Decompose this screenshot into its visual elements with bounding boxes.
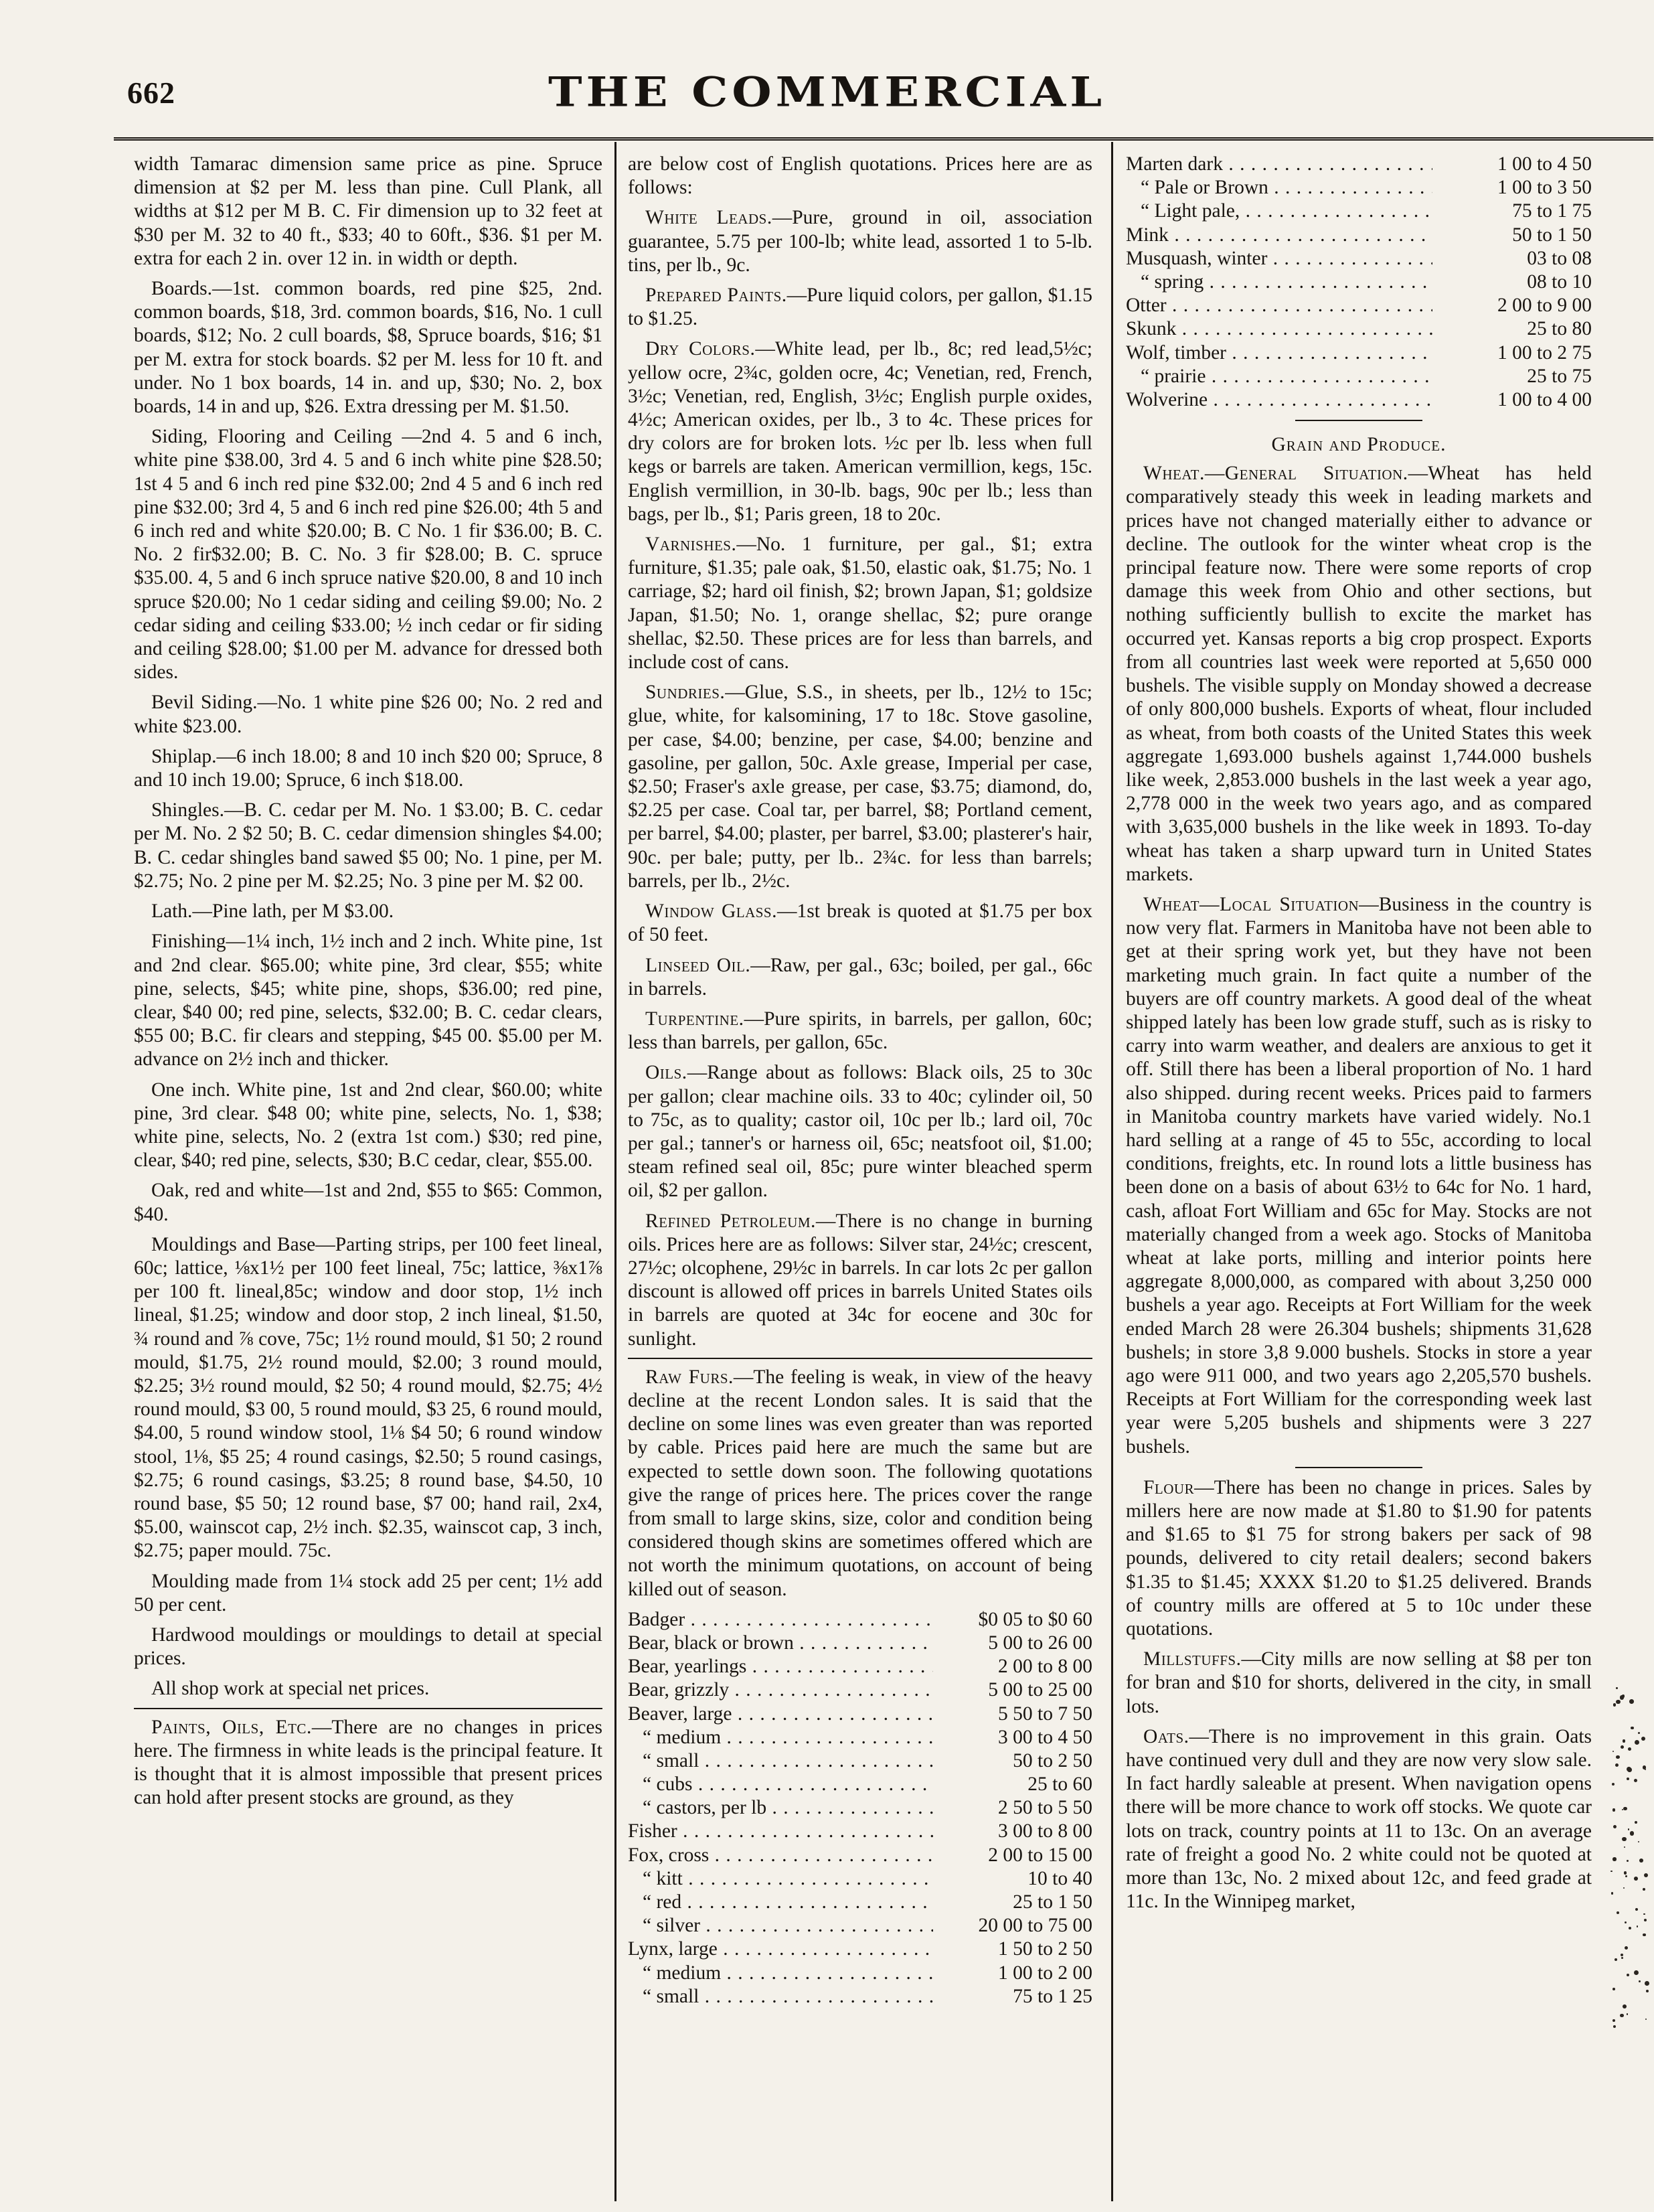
column-divider-2 xyxy=(1111,142,1113,2201)
speckle-dot xyxy=(1622,1837,1627,1842)
paragraph-heading: Wheat.—General Situation. xyxy=(1143,463,1408,485)
speckle-dot xyxy=(1617,1911,1619,1914)
fur-price-table xyxy=(628,1608,1092,2008)
speckle-dot xyxy=(1627,1767,1631,1771)
fur-price-row xyxy=(628,1773,1092,1796)
fur-item-name: Skunk . . . xyxy=(1126,317,1432,341)
fur-item-name: Marten dark . . . xyxy=(1126,153,1432,176)
speckle-dot xyxy=(1630,1831,1635,1836)
speckle-dot xyxy=(1615,1763,1619,1767)
paragraph-heading: Turpentine. xyxy=(645,1008,744,1030)
fur-item-name: “ spring . . . xyxy=(1126,270,1432,294)
paragraph-text: —Range about as follows: Black oils, 25 to 30c per gallon; clear machine oils. 33 to 40c; cylinder oil, 50 to 75c, as to quality; castor oil, 10c per lb.; lard oil, 70c per gal.; tanner's or harness oil, 65c; neatsfoot oil, $1.00; steam refined seal oil, 85c; pure winter bleached sperm oil, $2 per gallon. xyxy=(628,1062,1092,1202)
fur-item-price: 10 to 40 xyxy=(1027,1867,1092,1889)
raw-furs-text: —The feeling is weak, in view of the heavy decline at the recent London sales. It is said that the decline on some lines was even greater than was reported by cable. Prices paid here are much the same but are expected to settle down soon. The following quotations give the range of prices here. The prices cover the range from small to large skins, size, color and condition being considered though skins are sometimes offered which are not worth the minimum quotations, on account of being killed out of season. xyxy=(628,1366,1092,1600)
fur-item-name: “ red . . . xyxy=(628,1891,933,1914)
fur-price-row xyxy=(1126,247,1592,270)
speckle-dot xyxy=(1625,1875,1627,1877)
paragraph-heading: Oils. xyxy=(645,1062,687,1084)
fur-item-name: “ cubs . . . xyxy=(628,1773,933,1796)
fur-price-row xyxy=(628,1678,1092,1702)
millstuffs-article xyxy=(1126,1648,1592,1719)
fur-item-name: “ small . . . xyxy=(628,1985,933,2008)
paragraph-heading: Varnishes. xyxy=(645,534,737,556)
speckle-dot xyxy=(1612,1751,1614,1752)
fur-price-row xyxy=(628,1962,1092,1985)
speckle-dot xyxy=(1639,1980,1641,1982)
grain-produce-heading: Grain and Produce. xyxy=(1271,434,1446,456)
wheat-local-article xyxy=(1126,893,1592,1459)
section-rule xyxy=(628,1358,1092,1359)
fur-price-row xyxy=(1126,294,1592,317)
paragraph-heading: Millstuffs. xyxy=(1143,1648,1242,1670)
price-paragraph-prepared-paints xyxy=(628,284,1092,331)
fur-item-name: Bear, black or brown . . . xyxy=(628,1632,933,1655)
fur-item-name: Otter . . . xyxy=(1126,294,1432,317)
fur-item-price: 2 00 to 9 00 xyxy=(1497,295,1592,317)
price-paragraph-oils xyxy=(628,1061,1092,1202)
paragraph-heading: Prepared Paints. xyxy=(645,285,787,307)
fur-price-row xyxy=(1126,270,1592,294)
fur-item-name: Badger . . . xyxy=(628,1608,933,1632)
paragraph-text: —Pure spirits, in barrels, per gallon, 60c; less than barrels, per gallon, 65c. xyxy=(628,1008,1092,1054)
section-rule xyxy=(134,1708,602,1709)
fur-item-name: “ silver . . . xyxy=(628,1914,933,1938)
speckle-dot xyxy=(1621,1745,1624,1749)
speckle-dot xyxy=(1625,1946,1628,1950)
paragraph-text: —No. 1 furniture, per gal., $1; extra furniture, $1.35; pale oak, $1.50, elastic oak, $1.75; No. 1 carriage, $2; hard oil finish, $2; brown Japan, $1; goldsize Japan, $1.50; No. 1, orange shellac, $2; pure orange shellac, $2.50. These prices are for less than barrels, and include cost of cans. xyxy=(628,534,1092,674)
page-number: 662 xyxy=(127,76,175,110)
fur-price-row xyxy=(1126,153,1592,176)
fur-item-price: 1 00 to 2 00 xyxy=(998,1962,1092,1984)
lumber-paragraph: Boards.—1st. common boards, red pine $25, 2nd. common boards, $18, 3rd. common boards, $16, No. 1 cull boards, $12; No. 2 cull boards, $8, Spruce boards, $16; $1 per M. extra for stock boards. $2 per M. less for 10 ft. and under. No 1 box boards, 14 in. and up, $30; No. 2, box boards, 14 in and up, $26. Extra dressing per M. $1.50. xyxy=(134,278,602,418)
fur-item-name: “ medium . . . xyxy=(628,1726,933,1749)
lumber-paragraph: Siding, Flooring and Ceiling —2nd 4. 5 and 6 inch, white pine $38.00, 3rd 4. 5 and 6 inch white pine $28.50; 1st 4 5 and 6 inch red pine $32.00; 2nd 4 5 and 6 inch red pine $32.00; 3rd 4, 5 and 6 inch red pine $26.00; 4th 5 and 6 inch red and white $20.00; B. C No. 1 fir $36.00; B. C. No. 2 fir$32.00; B. C. No. 3 fir $28.00; B. C. spruce $35.00. 4, 5 and 6 inch spruce native $20.00, 8 and 10 inch spruce $20.00; No 1 cedar siding and ceiling $9.00; No. 2 cedar siding and ceiling $33.00; ½ inch cedar or fir siding and ceiling $28.00; $1.00 per M. advance for dressed both sides. xyxy=(134,426,602,684)
fur-price-row xyxy=(1126,365,1592,388)
speckle-dot xyxy=(1644,1873,1648,1877)
fur-price-row xyxy=(1126,388,1592,412)
speckle-dot xyxy=(1643,1765,1646,1769)
speckle-dot xyxy=(1643,1933,1645,1936)
fur-item-price: 1 00 to 4 50 xyxy=(1497,153,1592,175)
wheat-general-article xyxy=(1126,462,1592,886)
fur-item-name: Wolf, timber . . . xyxy=(1126,341,1432,365)
page-edge-speckle xyxy=(1610,1687,1650,2035)
speckle-dot xyxy=(1612,1857,1616,1861)
price-paragraph-refined-petroleum xyxy=(628,1210,1092,1351)
paragraph-text: —City mills are now selling at $8 per ton for bran and $10 for shorts, delivered in the city, in small lots. xyxy=(1126,1648,1592,1717)
fur-item-name: “ castors, per lb . . . xyxy=(628,1796,933,1820)
fur-item-price: 3 00 to 8 00 xyxy=(998,1820,1092,1842)
fur-item-price: 75 to 1 25 xyxy=(1013,1985,1092,2007)
fur-item-name: “ small . . . xyxy=(628,1749,933,1773)
fur-price-row xyxy=(628,1632,1092,1655)
fur-price-row xyxy=(628,1703,1092,1726)
speckle-dot xyxy=(1646,1990,1649,1992)
lumber-paragraph: Bevil Siding.—No. 1 white pine $26 00; No. 2 red and white $23.00. xyxy=(134,692,602,737)
speckle-dot xyxy=(1613,2025,1616,2028)
speckle-dot xyxy=(1631,1727,1633,1729)
fur-item-price: 75 to 1 75 xyxy=(1512,200,1592,222)
section-rule xyxy=(1295,1467,1422,1468)
fur-item-price: 3 00 to 4 50 xyxy=(998,1726,1092,1748)
speckle-dot xyxy=(1635,1821,1638,1824)
paragraph-text: —1st break is quoted at $1.75 per box of 50 feet. xyxy=(628,900,1092,946)
fur-price-row xyxy=(628,1608,1092,1632)
speckle-dot xyxy=(1612,1988,1615,1990)
speckle-dot xyxy=(1624,1871,1627,1874)
speckle-dot xyxy=(1621,1954,1623,1956)
paragraph-heading: Flour xyxy=(1143,1476,1195,1498)
speckle-dot xyxy=(1622,1809,1623,1810)
paragraph-text: —Pure, ground in oil, association guarantee, 5.75 per 100-lb; white lead, assorted 1 to 5-lb. tins, per lb., 9c. xyxy=(628,207,1092,276)
speckle-dot xyxy=(1627,1778,1629,1780)
speckle-dot xyxy=(1627,2013,1629,2015)
speckle-dot xyxy=(1610,1871,1612,1872)
speckle-dot xyxy=(1639,1859,1643,1863)
lumber-paragraph: width Tamarac dimension same price as pine. Spruce dimension at $2 per M. less than pine. Cull Plank, all widths at $12 per M B. C. Fir dimension up to 32 feet at $30 per M. 32 to 40 ft., $33; 40 to 60ft., $36. $1 per M. extra for each 2 in. over 12 in. in width or depth. xyxy=(134,153,602,269)
fur-price-row xyxy=(1126,341,1592,365)
fur-price-row xyxy=(1126,224,1592,247)
paragraph-heading: Wheat—Local Situation xyxy=(1143,893,1359,915)
fur-item-price: 25 to 60 xyxy=(1027,1773,1092,1796)
speckle-dot xyxy=(1634,1779,1638,1783)
price-paragraph-window-glass xyxy=(628,900,1092,947)
fur-item-price: 08 to 10 xyxy=(1527,270,1592,293)
speckle-dot xyxy=(1645,2019,1647,2020)
speckle-dot xyxy=(1623,1739,1626,1743)
fur-item-name: Musquash, winter . . . xyxy=(1126,247,1432,270)
price-paragraph-varnishes xyxy=(628,533,1092,674)
fur-item-price: 2 00 to 8 00 xyxy=(998,1656,1092,1678)
fur-item-price: 20 00 to 75 00 xyxy=(978,1915,1092,1937)
fur-item-name: “ Pale or Brown . . . xyxy=(1126,176,1432,200)
price-paragraph-white-leads xyxy=(628,206,1092,277)
paints-text: —There are no changes in prices here. The firmness in white leads is the principal feature. It is thought that it is almost impossible that present prices can hold after present stocks are ground, as they xyxy=(134,1716,602,1809)
speckle-dot xyxy=(1624,1846,1625,1848)
fur-item-price: 1 00 to 2 75 xyxy=(1497,341,1592,364)
fur-price-row xyxy=(628,1914,1092,1938)
speckle-dot xyxy=(1638,1732,1640,1734)
fur-item-name: Wolverine . . . xyxy=(1126,388,1432,412)
oats-article xyxy=(1126,1725,1592,1914)
speckle-dot xyxy=(1634,1877,1638,1881)
paragraph-text: —Raw, per gal., 63c; boiled, per gal., 66c in barrels. xyxy=(628,954,1092,1000)
price-paragraph-dry-colors xyxy=(628,337,1092,526)
fur-item-name: Bear, grizzly . . . xyxy=(628,1678,933,1702)
paragraph-heading: Linseed Oil. xyxy=(645,954,751,976)
fur-item-name: Beaver, large . . . xyxy=(628,1703,933,1726)
page-header xyxy=(0,0,1654,134)
paragraph-heading: Sundries. xyxy=(645,682,726,704)
speckle-dot xyxy=(1616,1755,1619,1759)
raw-furs-heading: Raw Furs. xyxy=(645,1366,734,1388)
fur-item-name: “ prairie . . . xyxy=(1126,365,1432,388)
fur-item-price: 2 50 to 5 50 xyxy=(998,1797,1092,1819)
lumber-paragraph: Lath.—Pine lath, per M $3.00. xyxy=(151,900,394,923)
paragraph-text: —Business in the country is now very flat. Farmers in Manitoba have not been able to get at their spring work yet, but they have not been marketing much grain. In fact quite a number of the buyers are off country markets. A good deal of the wheat shipped lately has been low grade stuff, such as is risky to carry into warm weather, and dealers are anxious to get it off. Still there has been a liberal proportion of No. 1 hard also shipped. during recent weeks. Prices paid to farmers in Manitoba country markets have varied widely. No.1 hard selling at a range of 45 to 55c, according to local conditions, freights, etc. In round lots a little business has been done on a basis of about 63½ to 64c for No. 1 hard, cash, afloat Fort William and 65c for May. Stocks are not materially changed from a week ago. Stocks of Manitoba wheat at lake ports, milling and interior points here aggregate 8,000,000, as compared with about 3,250 000 bushels a year ago. Receipts at Fort William for the week ended March 28 were 26.304 bushels; shipments 31,628 bushels; in store 3,8 9.000 bushels. Stocks in store a year ago were 911 000, and two years ago 2,205,570 bushels. Receipts at Fort William for the corresponding week last year were 5,205 bushels and shipments were 3 227 bushels. xyxy=(1126,893,1592,1457)
fur-item-price: 50 to 2 50 xyxy=(1013,1749,1092,1771)
speckle-dot xyxy=(1622,1694,1625,1698)
lumber-paragraph: Mouldings and Base—Parting strips, per 100 feet lineal, 60c; lattice, ⅛x1½ per 100 feet lineal, 75c; lattice, ⅜x1⅞ per 100 ft. lineal,85c; window and door stop, 1½ inch lineal, $1.25; window and door stop, 2 inch lineal, $1.50, ¾ round and ⅞ cove, 75c; 1½ round mould, $1 50; 2 round mould, $1.75, 2½ round mould, $2.00; 3 round mould, $2.25; 3½ round mould, $2 50; 4 round mould, $2.75; 4½ round mould, $3 00, 5 round mould, $3 25, 6 round mould, $4.00, 5 round window stool, 1⅛ $4 50; 6 round window stool, 1⅛, $5 25; 4 round casings, $2.50; 5 round casings, $2.75; 6 round casings, $3.25; 8 round base, $4.50, 10 round base, $5 50; 12 round base, $7 00; hand rail, 2x4, $5.00, wainscot cap, 2½ inch. $2.35, wainscot cap, 3 inch, $2.75; paper mould. 75c. xyxy=(134,1233,602,1562)
raw-furs-article xyxy=(628,1366,1092,1601)
speckle-dot xyxy=(1628,1828,1630,1830)
price-paragraph-turpentine xyxy=(628,1008,1092,1054)
speckle-dot xyxy=(1629,1699,1634,1704)
speckle-dot xyxy=(1623,1887,1625,1889)
paragraph-text: —White lead, per lb., 8c; red lead,5½c; yellow ocre, 2¾c, golden ocre, 4c; Venetian, red, French, 3½c; Venetian, red, English, 3½c; English purple oxides, 4½c; American oxides, per lb., 3 to 4c. These prices for dry colors are for broken lots. ½c per lb. less when full kegs or barrels are taken. American vermillion, kegs, 15c. English vermillion, in 30-lb. bags, 90c per lb.; less than bags, per lb., $1; Paris green, 18 to 20c. xyxy=(628,338,1092,525)
speckle-dot xyxy=(1641,1737,1645,1741)
fur-price-row xyxy=(1126,200,1592,223)
paragraph-heading: Oats. xyxy=(1143,1725,1189,1747)
speckle-dot xyxy=(1613,1825,1617,1828)
column-grain xyxy=(1126,153,1592,2188)
speckle-dot xyxy=(1644,1919,1647,1921)
speckle-dot xyxy=(1623,2004,1627,2008)
lumber-paragraph: Shiplap.—6 inch 18.00; 8 and 10 inch $20 00; Spruce, 8 and 10 inch 19.00; Spruce, 6 inch $18.00. xyxy=(134,745,602,791)
fur-price-row xyxy=(628,1985,1092,2008)
speckle-dot xyxy=(1623,1807,1627,1811)
fur-item-price: 1 00 to 4 00 xyxy=(1497,388,1592,410)
lumber-paragraph: Finishing—1¼ inch, 1½ inch and 2 inch. White pine, 1st and 2nd clear. $65.00; white pine, 3rd clear, $55; white pine, selects, $45; white pine, shops, $36.00; red pine, clear, $40 00; red pine, selects, $32.00; B. C. cedar clears, $55 00; B.C. fir clears and stepping, $45 00. $5.00 per M. advance on 2½ inch and thicker. xyxy=(134,931,602,1071)
paints-intro: are below cost of English quotations. Prices here are as follows: xyxy=(628,153,1092,199)
fur-price-row xyxy=(628,1726,1092,1749)
speckle-dot xyxy=(1613,1703,1616,1706)
speckle-dot xyxy=(1616,1700,1620,1704)
fur-price-table-continued xyxy=(1126,153,1592,412)
fur-item-name: “ Light pale, . . . xyxy=(1126,200,1432,223)
fur-price-row xyxy=(628,1891,1092,1914)
speckle-dot xyxy=(1611,1892,1614,1895)
fur-price-row xyxy=(628,1796,1092,1820)
paragraph-text: —There is no improvement in this grain. Oats have continued very dull and they are now very slow sale. In fact hardly saleable at present. When navigation opens there will be more chance to work off stocks. We quote car lots on track, country points at 11 to 13c. On an average rate of freight a good No. 2 white could not be quoted at more than 13c, No. 2 mixed about 12c, and feed grade at 11c. In the Winnipeg market, xyxy=(1126,1725,1592,1913)
speckle-dot xyxy=(1635,1908,1638,1911)
fur-price-row xyxy=(628,1655,1092,1678)
speckle-dot xyxy=(1620,2014,1624,2018)
fur-item-price: 25 to 80 xyxy=(1527,318,1592,340)
fur-item-name: “ kitt . . . xyxy=(628,1867,933,1891)
price-paragraph-linseed-oil xyxy=(628,954,1092,1001)
fur-item-price: 2 00 to 15 00 xyxy=(988,1844,1092,1866)
lumber-paragraph: Shingles.—B. C. cedar per M. No. 1 $3.00; B. C. cedar per M. No. 2 $2 50; B. C. cedar dimension shingles $4.00; B. C. cedar shingles band sawed $5 00; No. 1 pine, per M. $2.75; No. 2 pine per M. $2.25; No. 3 pine per M. $2 00. xyxy=(134,799,602,892)
fur-price-row xyxy=(628,1844,1092,1867)
fur-price-row xyxy=(628,1820,1092,1843)
speckle-dot xyxy=(1637,1925,1639,1927)
price-paragraph-sundries xyxy=(628,681,1092,893)
fur-item-price: 5 00 to 25 00 xyxy=(988,1679,1092,1701)
paragraph-heading: White Leads. xyxy=(645,207,772,229)
speckle-dot xyxy=(1625,1921,1627,1923)
fur-item-name: Mink . . . xyxy=(1126,224,1432,247)
fur-item-price: 25 to 1 50 xyxy=(1013,1891,1092,1913)
fur-item-price: 03 to 08 xyxy=(1527,247,1592,269)
fur-price-row xyxy=(628,1867,1092,1891)
fur-price-row xyxy=(628,1749,1092,1773)
speckle-dot xyxy=(1629,1927,1631,1929)
fur-price-row xyxy=(628,1938,1092,1961)
speckle-dot xyxy=(1645,1981,1649,1986)
lumber-paragraph: All shop work at special net prices. xyxy=(151,1678,430,1700)
speckle-dot xyxy=(1628,1747,1631,1751)
fur-item-price: 1 50 to 2 50 xyxy=(998,1938,1092,1960)
fur-price-row xyxy=(1126,176,1592,200)
fur-price-row xyxy=(1126,317,1592,341)
lumber-paragraph: Oak, red and white—1st and 2nd, $55 to $65: Common, $40. xyxy=(134,1180,602,1225)
header-rule xyxy=(114,137,1653,142)
fur-item-price: 50 to 1 50 xyxy=(1512,224,1592,246)
speckle-dot xyxy=(1612,2019,1615,2022)
lumber-paragraph: Hardwood mouldings or mouldings to detail at special prices. xyxy=(134,1624,602,1670)
paints-heading: Paints, Oils, Etc. xyxy=(151,1716,312,1738)
speckle-dot xyxy=(1634,1970,1639,1975)
section-rule xyxy=(1295,420,1422,421)
flour-article xyxy=(1126,1476,1592,1641)
speckle-dot xyxy=(1616,1687,1618,1689)
fur-item-price: 5 00 to 26 00 xyxy=(988,1632,1092,1654)
speckle-dot xyxy=(1621,1957,1623,1959)
paragraph-text: —Glue, S.S., in sheets, per lb., 12½ to 15c; glue, white, for kalsomining, 17 to 18c. Stove gasoline, per case, $4.00; benzine, per case, $4.00; benzine and gasoline, per gallon, 50c. Axle grease, Imperial per case, $2.50; Fraser's axle grease, per case, $3.75; diamond, do, $2.25 per case. Coal tar, per barrel, $8; Portland cement, per barrel, $4.00; plaster, per barrel, $3.00; plasterer's hair, 90c. per bale; putty, per lb.. 2¾c. for less than barrels; barrels, per lb., 2½c. xyxy=(628,682,1092,892)
speckle-dot xyxy=(1635,1740,1639,1745)
fur-item-name: Fisher . . . xyxy=(628,1820,933,1843)
speckle-dot xyxy=(1627,1974,1629,1976)
fur-item-price: $0 05 to $0 60 xyxy=(978,1608,1092,1630)
paragraph-text: —Pure liquid colors, per gallon, $1.15 to $1.25. xyxy=(628,285,1092,330)
speckle-dot xyxy=(1643,1913,1645,1915)
paragraph-heading: Refined Petroleum. xyxy=(645,1210,816,1232)
paragraph-text: —Wheat has held comparatively steady this week in leading markets and prices have not changed materially either to advance or decline. The outlook for the winter wheat crop is the principal feature now. There were some reports of crop damage this week from Ohio and other sections, but nothing sufficiently bullish to excite the market has occurred yet. Kansas reports a big crop prospect. Exports from all countries last week were reported at 5,650 000 bushels. The visible supply on Monday showed a decrease of only 800,000 bushels. Exports of wheat, flour included as wheat, from both coasts of the United States this week aggregate 1,693.000 bushels against 1,744.000 bushels like week, 2,853.000 bushels in the last week a year ago, 2,778 000 in the week two years ago, and as compared with 3,635,000 bushels in the like week in 1893. To-day wheat has taken a sharp upward turn in United States markets. xyxy=(1126,463,1592,885)
speckle-dot xyxy=(1643,1888,1645,1891)
speckle-dot xyxy=(1612,1783,1615,1786)
fur-item-price: 25 to 75 xyxy=(1527,365,1592,387)
paragraph-text: —There is no change in burning oils. Prices here are as follows: Silver star, 24½c; crescent, 27½c; olcophene, 29½c in barrels. In car lots 2c per gallon discount is allowed off prices in barrels United States oils in barrels are quoted at 34c for eocene and 30c for sunlight. xyxy=(628,1210,1092,1350)
column-lumber xyxy=(134,153,602,2188)
speckle-dot xyxy=(1615,1958,1617,1961)
lumber-paragraph: Moulding made from 1¼ stock add 25 per cent; 1½ add 50 per cent. xyxy=(134,1570,602,1615)
paragraph-heading: Window Glass. xyxy=(645,900,777,923)
fur-item-name: “ medium . . . xyxy=(628,1962,933,1985)
fur-item-price: 5 50 to 7 50 xyxy=(998,1703,1092,1725)
column-divider-1 xyxy=(614,142,616,2201)
column-paints-furs xyxy=(628,153,1092,2188)
paragraph-text: —There has been no change in prices. Sales by millers here are now made at $1.80 to $1.90 for patents and $1.65 to $1 75 for strong bakers per sack of 98 pounds, delivered to city retail dealers; second bakers $1.35 to $1.45; XXXX $1.20 to $1.25 delivered. Brands of country mills are offered at 5 to 10c under these quotations. xyxy=(1126,1476,1592,1640)
speckle-dot xyxy=(1638,1841,1639,1842)
speckle-dot xyxy=(1627,1860,1629,1862)
fur-item-price: 1 00 to 3 50 xyxy=(1497,177,1592,199)
paints-article xyxy=(134,1716,602,1810)
speckle-dot xyxy=(1612,1808,1615,1811)
fur-item-name: Bear, yearlings . . . xyxy=(628,1655,933,1678)
fur-item-name: Fox, cross . . . xyxy=(628,1844,933,1867)
lumber-paragraph: One inch. White pine, 1st and 2nd clear, $60.00; white pine, 3rd clear. $48 00; white pine, selects, No. 1, $38; white pine, selects, No. 2 (extra 1st com.) $30; red pine, clear, $40; red pine, selects, $30; B.C cedar, clear, $55.00. xyxy=(134,1079,602,1172)
paragraph-heading: Dry Colors. xyxy=(645,338,756,360)
fur-item-name: Lynx, large . . . xyxy=(628,1938,933,1961)
masthead-title: THE COMMERCIAL xyxy=(548,68,1106,116)
